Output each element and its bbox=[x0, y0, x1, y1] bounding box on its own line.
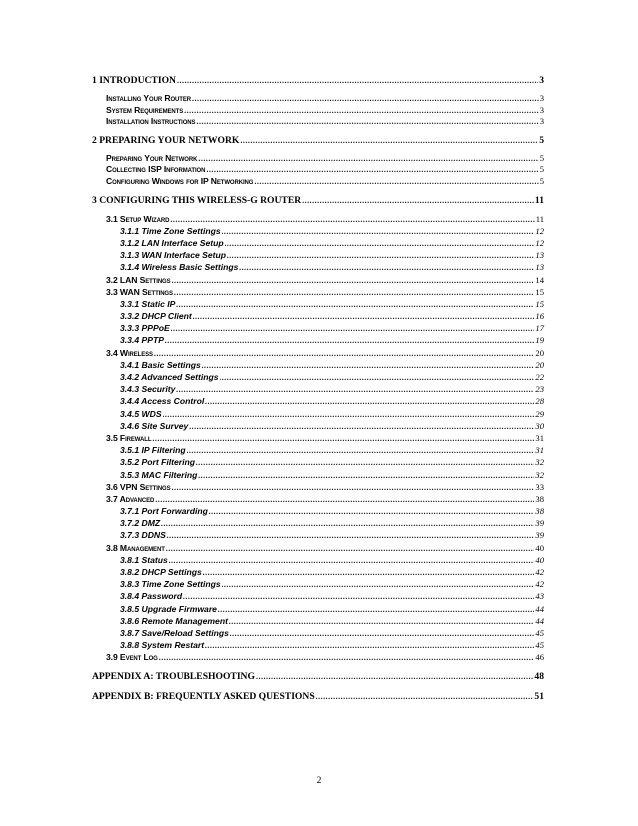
toc-entry-page: 15 bbox=[535, 298, 544, 309]
toc-entry-title: Installing Your Router bbox=[106, 93, 191, 103]
toc-leader-dots bbox=[184, 105, 539, 117]
toc-entry-wan-interface-setup[interactable] bbox=[92, 249, 544, 261]
toc-entry-title: 3.4.5 WDS bbox=[120, 408, 162, 419]
toc-entry-page: 42 bbox=[535, 567, 544, 577]
toc-entry-introduction[interactable] bbox=[92, 74, 544, 88]
toc-entry-page: 45 bbox=[535, 640, 544, 651]
toc-entry-page: 5 bbox=[539, 134, 544, 146]
toc-leader-dots bbox=[187, 445, 535, 457]
toc-entry-title: 3.5.3 MAC Filtering bbox=[120, 469, 198, 480]
toc-leader-dots bbox=[230, 628, 535, 640]
toc-entry-title: 3.1.1 Time Zone Settings bbox=[120, 225, 221, 236]
toc-entry-vpn-settings[interactable] bbox=[92, 481, 544, 493]
toc-entry-system-requirements[interactable] bbox=[92, 105, 544, 117]
toc-entry-title: 3.9 Event Log bbox=[106, 652, 158, 663]
toc-entry-upgrade-firmware[interactable] bbox=[92, 603, 544, 615]
toc-entry-title: 3.1.3 WAN Interface Setup bbox=[120, 250, 227, 261]
toc-entry-save-reload-settings[interactable] bbox=[92, 627, 544, 639]
toc-entry-title: 3.8 Management bbox=[106, 542, 165, 553]
toc-entry-title: Collecting ISP Information bbox=[106, 164, 206, 175]
toc-entry-pppoe[interactable] bbox=[92, 322, 544, 334]
toc-entry-preparing-your-network-sub[interactable] bbox=[92, 153, 544, 165]
toc-leader-dots bbox=[174, 287, 535, 299]
toc-entry-time-zone-settings[interactable] bbox=[92, 225, 544, 237]
toc-leader-dots bbox=[256, 670, 533, 684]
toc-entry-basic-settings[interactable] bbox=[92, 359, 544, 371]
toc-leader-dots bbox=[161, 518, 534, 530]
toc-entry-title: 3.8.6 Remote Management bbox=[120, 615, 228, 626]
toc-leader-dots bbox=[202, 360, 535, 372]
toc-entry-page: 14 bbox=[535, 274, 544, 285]
toc-entry-installation-instructions[interactable] bbox=[92, 116, 544, 128]
toc-leader-dots bbox=[218, 604, 534, 616]
toc-entry-page: 19 bbox=[535, 335, 544, 346]
toc-leader-dots bbox=[183, 591, 534, 603]
toc-entry-title: 3.8.8 System Restart bbox=[120, 640, 205, 651]
toc-entry-title: 2 PREPARING YOUR NETWORK bbox=[92, 134, 240, 146]
toc-entry-page: 17 bbox=[535, 323, 544, 334]
toc-leader-dots bbox=[229, 616, 534, 628]
toc-leader-dots bbox=[192, 93, 539, 105]
toc-entry-page: 40 bbox=[535, 542, 544, 553]
toc-entry-title: 3.8.2 DHCP Settings bbox=[120, 567, 202, 577]
toc-entry-configuring-router[interactable] bbox=[92, 194, 544, 208]
toc-entry-security[interactable] bbox=[92, 383, 544, 395]
toc-entry-title: 3.5 Firewall bbox=[106, 432, 152, 443]
toc-entry-title: 3.8.5 Upgrade Firmware bbox=[120, 603, 217, 614]
toc-entry-page: 38 bbox=[535, 493, 544, 504]
toc-entry-title: 3.3.4 PPTP bbox=[120, 335, 164, 346]
toc-entry-appendix-a[interactable] bbox=[92, 670, 544, 684]
toc-entry-page: 44 bbox=[535, 615, 544, 626]
toc-entry-page: 33 bbox=[535, 481, 544, 492]
toc-entry-dmz[interactable] bbox=[92, 517, 544, 529]
toc-leader-dots bbox=[198, 470, 534, 482]
toc-entry-site-survey[interactable] bbox=[92, 420, 544, 432]
toc-entry-page: 45 bbox=[535, 627, 544, 638]
toc-entry-title: 3.5.1 IP Filtering bbox=[120, 445, 186, 456]
toc-leader-dots bbox=[169, 555, 535, 567]
toc-leader-dots bbox=[239, 262, 534, 274]
toc-entry-setup-wizard[interactable] bbox=[92, 213, 544, 225]
toc-entry-page: 29 bbox=[535, 408, 544, 419]
toc-entry-page: 5 bbox=[539, 175, 544, 186]
toc-entry-firewall[interactable] bbox=[92, 432, 544, 444]
toc-entry-management[interactable] bbox=[92, 542, 544, 554]
toc-leader-dots bbox=[205, 396, 534, 408]
toc-entry-page: 38 bbox=[535, 506, 544, 517]
toc-entry-lan-interface-setup[interactable] bbox=[92, 237, 544, 249]
toc-leader-dots bbox=[240, 134, 538, 148]
toc-leader-dots bbox=[159, 652, 535, 664]
toc-entry-dhcp-client[interactable] bbox=[92, 310, 544, 322]
toc-entry-title: 3.4 Wireless bbox=[106, 347, 153, 358]
toc-entry-page: 11 bbox=[535, 213, 544, 224]
toc-entry-page: 20 bbox=[535, 359, 544, 370]
toc-leader-dots bbox=[205, 640, 534, 652]
toc-entry-page: 32 bbox=[535, 469, 544, 480]
toc-entry-page: 3 bbox=[539, 104, 544, 115]
toc-entry-page: 31 bbox=[535, 445, 544, 456]
toc-entry-page: 5 bbox=[539, 152, 544, 163]
toc-entry-event-log[interactable] bbox=[92, 651, 544, 663]
toc-leader-dots bbox=[302, 194, 534, 208]
toc-leader-dots bbox=[172, 275, 535, 287]
toc-entry-title: APPENDIX A: TROUBLESHOOTING bbox=[92, 670, 255, 682]
toc-leader-dots bbox=[163, 409, 535, 421]
toc-entry-wan-settings[interactable] bbox=[92, 286, 544, 298]
toc-entry-title: 3.7.1 Port Forwarding bbox=[120, 506, 208, 517]
toc-entry-password[interactable] bbox=[92, 590, 544, 602]
toc-entry-title: 1 INTRODUCTION bbox=[92, 75, 176, 86]
toc-leader-dots bbox=[209, 506, 535, 518]
toc-entry-page: 40 bbox=[535, 554, 544, 565]
toc-entry-title: 3.1 Setup Wizard bbox=[106, 213, 170, 224]
toc-leader-dots bbox=[171, 323, 535, 335]
toc-leader-dots bbox=[165, 335, 534, 347]
toc-leader-dots bbox=[227, 250, 534, 262]
toc-entry-title: 3.4.6 Site Survey bbox=[120, 420, 189, 431]
toc-leader-dots bbox=[222, 579, 535, 591]
toc-entry-page: 13 bbox=[535, 250, 544, 261]
toc-leader-dots bbox=[176, 384, 534, 396]
toc-leader-dots bbox=[189, 421, 534, 433]
toc-entry-title: 3.4.4 Access Control bbox=[120, 396, 205, 407]
toc-entry-page: 32 bbox=[535, 457, 544, 468]
toc-leader-dots bbox=[176, 299, 534, 311]
toc-entry-page: 42 bbox=[535, 579, 544, 590]
toc-entry-title: 3.4.1 Basic Settings bbox=[120, 359, 201, 370]
toc-entry-page: 39 bbox=[535, 530, 544, 541]
toc-entry-time-zone-settings-mgmt[interactable] bbox=[92, 578, 544, 590]
toc-entry-title: Installation Instructions bbox=[106, 116, 196, 127]
toc-entry-title: 3.8.1 Status bbox=[120, 554, 168, 565]
toc-entry-mac-filtering[interactable] bbox=[92, 469, 544, 481]
toc-leader-dots bbox=[225, 238, 535, 250]
toc-entry-wireless[interactable] bbox=[92, 347, 544, 359]
toc-leader-dots bbox=[198, 153, 538, 165]
toc-entry-title: 3.3.2 DHCP Client bbox=[120, 311, 192, 322]
toc-entry-preparing-your-network[interactable] bbox=[92, 134, 544, 148]
toc-entry-title: 3.3.1 Static IP bbox=[120, 298, 176, 309]
toc-entry-configuring-windows[interactable] bbox=[92, 176, 544, 188]
toc-leader-dots bbox=[154, 348, 534, 360]
toc-entry-page: 39 bbox=[535, 518, 544, 529]
toc-leader-dots bbox=[155, 494, 534, 506]
toc-entry-static-ip[interactable] bbox=[92, 298, 544, 310]
toc-entry-page: 5 bbox=[539, 164, 544, 175]
toc-entry-page: 20 bbox=[535, 347, 544, 358]
toc-leader-dots bbox=[193, 311, 535, 323]
toc-leader-dots bbox=[222, 226, 535, 238]
toc-entry-wireless-basic-settings[interactable] bbox=[92, 261, 544, 273]
toc-entry-advanced[interactable] bbox=[92, 493, 544, 505]
toc-entry-title: 3.7.2 DMZ bbox=[120, 518, 161, 529]
toc-entry-title: 3.5.2 Port Filtering bbox=[120, 457, 195, 468]
toc-entry-page: 11 bbox=[534, 194, 544, 206]
toc-entry-page: 23 bbox=[535, 384, 544, 395]
toc-leader-dots bbox=[172, 482, 535, 494]
toc-entry-title: 3.7 Advanced bbox=[106, 493, 155, 504]
toc-entry-port-filtering[interactable] bbox=[92, 456, 544, 468]
toc-entry-title: 3.7.3 DDNS bbox=[120, 530, 166, 541]
toc-entry-title: System Requirements bbox=[106, 104, 184, 115]
toc-entry-title: 3.8.3 Time Zone Settings bbox=[120, 579, 221, 590]
toc-entry-title: 3.3.3 PPPoE bbox=[120, 323, 170, 334]
toc-entry-title: APPENDIX B: FREQUENTLY ASKED QUESTIONS bbox=[92, 690, 315, 702]
toc-entry-title: Preparing Your Network bbox=[106, 152, 198, 163]
toc-entry-title: 3.4.2 Advanced Settings bbox=[120, 372, 219, 382]
toc-entry-title: 3.8.7 Save/Reload Settings bbox=[120, 627, 229, 638]
toc-entry-page: 3 bbox=[539, 93, 544, 103]
toc-leader-dots bbox=[177, 74, 538, 88]
toc-entry-page: 43 bbox=[535, 591, 544, 602]
toc-leader-dots bbox=[220, 372, 535, 384]
table-of-contents bbox=[92, 74, 544, 704]
toc-entry-pptp[interactable] bbox=[92, 334, 544, 346]
toc-entry-page: 12 bbox=[535, 225, 544, 236]
toc-entry-page: 51 bbox=[534, 690, 544, 702]
toc-entry-page: 46 bbox=[535, 652, 544, 663]
toc-entry-dhcp-settings[interactable] bbox=[92, 566, 544, 578]
toc-entry-page: 44 bbox=[535, 603, 544, 614]
toc-entry-advanced-settings[interactable] bbox=[92, 371, 544, 383]
toc-leader-dots bbox=[206, 164, 538, 176]
toc-leader-dots bbox=[152, 433, 534, 445]
toc-entry-page: 15 bbox=[535, 286, 544, 297]
toc-entry-page: 16 bbox=[535, 311, 544, 322]
toc-entry-remote-management[interactable] bbox=[92, 615, 544, 627]
toc-entry-title: 3.1.4 Wireless Basic Settings bbox=[120, 262, 239, 273]
toc-entry-access-control[interactable] bbox=[92, 395, 544, 407]
toc-entry-title: 3.3 WAN Settings bbox=[106, 286, 173, 297]
toc-entry-title: Configuring Windows for IP Networking bbox=[106, 175, 254, 186]
toc-entry-title: 3.6 VPN Settings bbox=[106, 481, 171, 492]
toc-entry-lan-settings[interactable] bbox=[92, 274, 544, 286]
toc-entry-title: 3.8.4 Password bbox=[120, 591, 183, 602]
toc-entry-page: 12 bbox=[535, 237, 544, 248]
toc-entry-appendix-b[interactable] bbox=[92, 690, 544, 704]
toc-entry-status[interactable] bbox=[92, 554, 544, 566]
toc-leader-dots bbox=[167, 530, 535, 542]
toc-leader-dots bbox=[254, 176, 538, 188]
toc-entry-system-restart[interactable] bbox=[92, 639, 544, 651]
toc-entry-title: 3 CONFIGURING THIS WIRELESS-G ROUTER bbox=[92, 194, 302, 206]
toc-entry-ddns[interactable] bbox=[92, 529, 544, 541]
toc-entry-ip-filtering[interactable] bbox=[92, 444, 544, 456]
toc-leader-dots bbox=[196, 457, 534, 469]
toc-entry-title: 3.4.3 Security bbox=[120, 384, 176, 395]
toc-entry-page: 13 bbox=[535, 262, 544, 273]
toc-entry-wds[interactable] bbox=[92, 408, 544, 420]
toc-entry-page: 3 bbox=[539, 116, 544, 127]
toc-entry-page: 30 bbox=[535, 420, 544, 431]
toc-entry-page: 48 bbox=[534, 670, 544, 682]
toc-entry-page: 22 bbox=[535, 372, 544, 382]
toc-entry-page: 28 bbox=[535, 396, 544, 407]
toc-leader-dots bbox=[203, 567, 535, 579]
toc-leader-dots bbox=[166, 543, 535, 555]
toc-entry-title: 3.2 LAN Settings bbox=[106, 274, 171, 285]
toc-leader-dots bbox=[170, 214, 534, 226]
toc-entry-installing-your-router[interactable] bbox=[92, 93, 544, 105]
page-number: 2 bbox=[316, 776, 322, 786]
toc-leader-dots bbox=[196, 116, 538, 128]
toc-entry-port-forwarding[interactable] bbox=[92, 505, 544, 517]
toc-entry-page: 3 bbox=[539, 75, 544, 86]
toc-entry-collecting-isp-information[interactable] bbox=[92, 164, 544, 176]
toc-entry-page: 31 bbox=[535, 432, 544, 443]
toc-entry-title: 3.1.2 LAN Interface Setup bbox=[120, 237, 224, 248]
toc-leader-dots bbox=[316, 690, 534, 704]
